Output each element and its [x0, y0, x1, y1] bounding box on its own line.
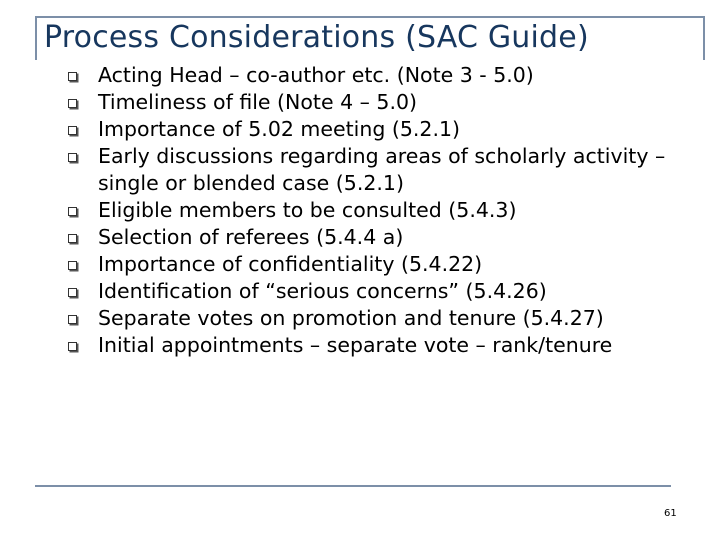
bullet-item — [66, 224, 706, 251]
square-bullet-icon — [68, 315, 77, 324]
bullet-text: Importance of 5.02 meeting (5.2.1) — [98, 117, 461, 141]
slide-title: Process Considerations (SAC Guide) — [44, 20, 589, 55]
bullet-item — [66, 305, 706, 332]
square-bullet-icon — [68, 234, 77, 243]
bullet-item — [66, 278, 706, 305]
square-bullet-icon — [68, 126, 77, 135]
bullet-text: Selection of referees (5.4.4 a) — [98, 225, 404, 249]
title-frame-top — [35, 16, 705, 18]
bullet-text: Acting Head – co-author etc. (Note 3 - 5.0) — [98, 63, 534, 87]
bullet-text: Eligible members to be consulted (5.4.3) — [98, 198, 517, 222]
content-frame-bottom — [35, 485, 671, 487]
square-bullet-icon — [68, 207, 77, 216]
square-bullet-icon — [68, 153, 77, 162]
square-bullet-icon — [68, 72, 77, 81]
bullet-text: Initial appointments – separate vote – rank/tenure — [98, 333, 613, 357]
square-bullet-icon — [68, 342, 77, 351]
bullet-item — [66, 89, 706, 116]
bullet-item — [66, 332, 706, 359]
square-bullet-icon — [68, 288, 77, 297]
bullet-item — [66, 251, 706, 278]
square-bullet-icon — [68, 261, 77, 270]
bullet-text: Importance of confidentiality (5.4.22) — [98, 252, 483, 276]
bullet-item — [66, 143, 706, 197]
page-number: 61 — [664, 508, 677, 519]
bullet-text: Separate votes on promotion and tenure (5.4.27) — [98, 306, 604, 330]
title-frame-left — [35, 16, 37, 60]
bullet-item — [66, 197, 706, 224]
bullet-text: Timeliness of file (Note 4 – 5.0) — [98, 90, 418, 114]
bullet-text: Identification of “serious concerns” (5.4.26) — [98, 279, 547, 303]
title-frame-right — [703, 16, 705, 60]
bullet-item — [66, 116, 706, 143]
bullet-item — [66, 62, 706, 89]
bullet-list — [66, 62, 706, 359]
bullet-text: Early discussions regarding areas of scholarly activity – single or blended case (5.2.1) — [98, 144, 666, 195]
square-bullet-icon — [68, 99, 77, 108]
